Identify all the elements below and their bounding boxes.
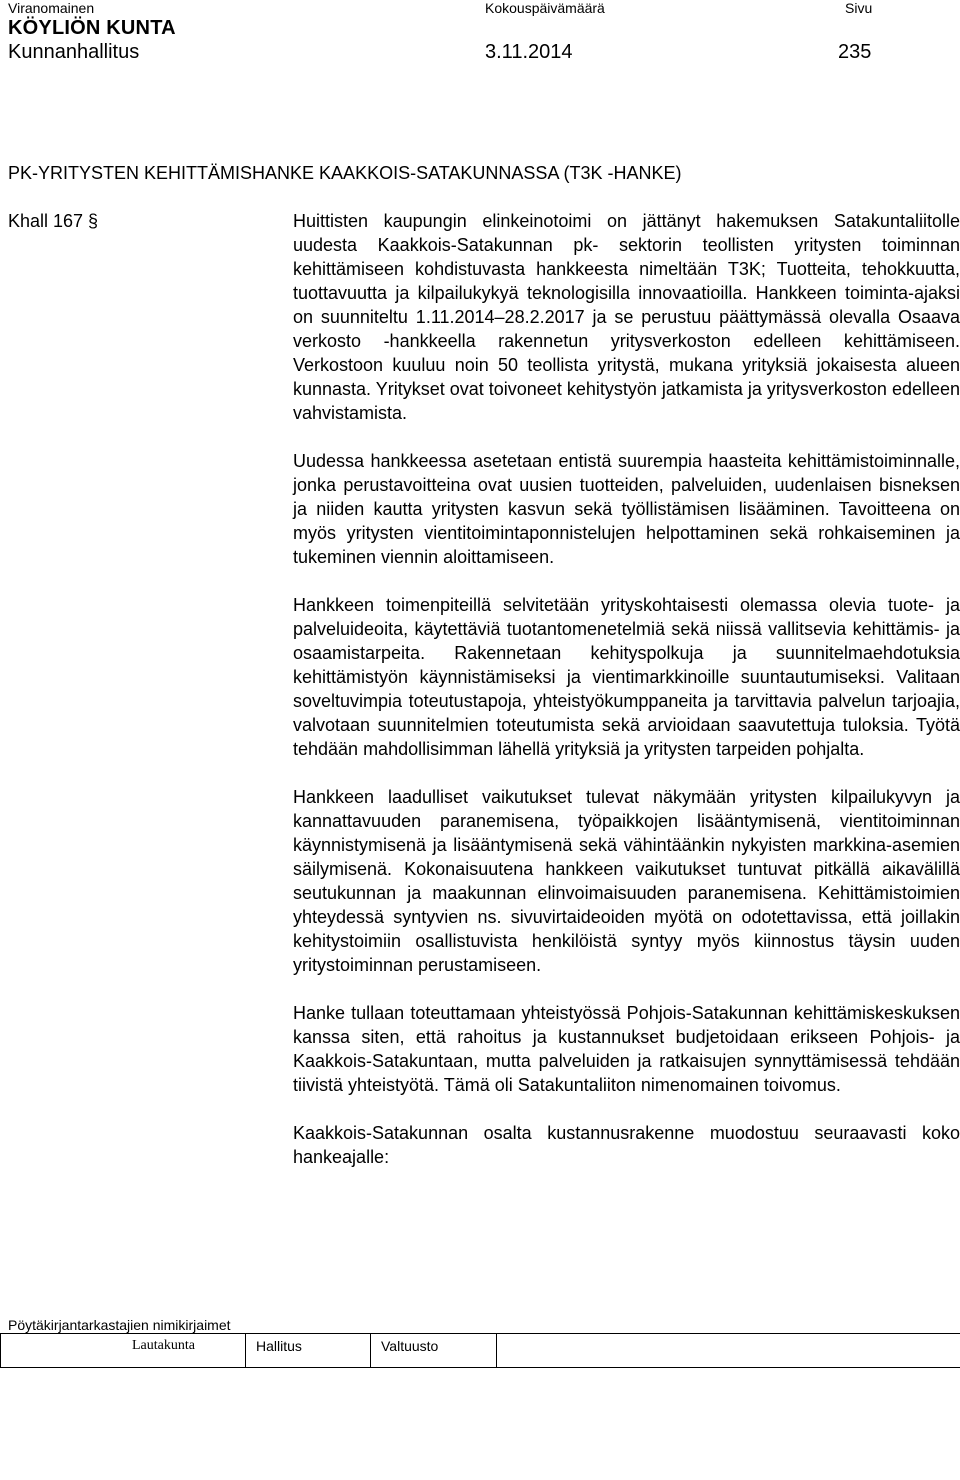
authority-label: Viranomainen bbox=[8, 0, 95, 16]
paragraph-6: Kaakkois-Satakunnan osalta kustannusrakenne muodostuu seuraavasti koko hankeajalle: bbox=[293, 1123, 960, 1167]
organization-name: KÖYLIÖN KUNTA bbox=[8, 17, 176, 39]
footer-divider bbox=[496, 1334, 497, 1368]
footer-top-rule bbox=[0, 1333, 960, 1334]
governing-body: Kunnanhallitus bbox=[8, 41, 140, 63]
meeting-date: 3.11.2014 bbox=[485, 41, 573, 63]
paragraph-5: Hanke tullaan toteuttamaan yhteistyössä Pohjois-Satakunnan kehittämiskeskuksen kanssa siten, että rahoitus ja kustannukset budjetoidaan erikseen Pohjois- ja Kaakkois-Satakuntaan, mutta palveluiden ja ratkaisujen synnyttämisessä tehdään tiivistä yhteistyötä. Tämä oli Satakuntaliiton nimenomainen toivomus. bbox=[293, 1003, 960, 1095]
paragraph-1: Huittisten kaupungin elinkeinotoimi on jättänyt hakemuksen Satakuntaliitolle uudesta Kaakkois-Satakunnan pk- sektorin teollisten yritysten toiminnan kehittämiseen kohdistuvasta hankkeesta nimeltään T3K; Tuotteita, tehokkuutta, tuottavuutta ja kilpailukykyä teknologisilla innovaatioilla. Hankkeen toiminta-ajaksi on suunniteltu 1.11.2014–28.2.2017 ja se perustuu päättymässä olevalla Osaava verkosto -hankkeella rakennetun yritysverkoston edelleen kehittämiseen. Verkostoon kuuluu noin 50 teollista yritystä, mukana yrityksiä jokaisesta alueen kunnasta. Yritykset ovat toivoneet kehitystyön jatkamista ja yritysverkoston edelleen vahvistamista. bbox=[293, 211, 960, 423]
footer-divider bbox=[370, 1334, 371, 1368]
initials-caption: Pöytäkirjantarkastajien nimikirjaimet bbox=[8, 1317, 231, 1333]
footer-divider bbox=[0, 1334, 1, 1368]
footer-bottom-rule bbox=[0, 1367, 960, 1368]
meeting-date-label: Kokouspäivämäärä bbox=[485, 0, 605, 16]
footer-col-hallitus: Hallitus bbox=[256, 1338, 302, 1354]
footer-col-lautakunta: Lautakunta bbox=[132, 1338, 195, 1353]
section-reference: Khall 167 § bbox=[8, 211, 99, 231]
page-number: 235 bbox=[838, 41, 872, 63]
page-label: Sivu bbox=[845, 0, 873, 16]
paragraph-3: Hankkeen toimenpiteillä selvitetään yrityskohtaisesti olemassa olevia tuote- ja palveluideoita, käytettäviä tuotantomenetelmiä sekä niissä vallitsevia kehittämis- ja osaamistarpeita. Rakennetaan kehityspolkuja ja suunnitelmaehdotuksia kehittämistyön käynnistämiseksi ja vientimarkkinoille suuntautumiseksi. Valitaan soveltuvimpia toteutustapoja, yhteistyökumppaneita ja tarvittavia palvelun tarjoajia, valvotaan suunnitelmien toteutumista sekä arvioidaan saavutettuja tuloksia. Työtä tehdään mahdollisimman lähellä yrityksiä ja yritysten tarpeiden pohjalta. bbox=[293, 595, 960, 759]
paragraph-2: Uudessa hankkeessa asetetaan entistä suurempia haasteita kehittämistoiminnalle, jonka perustavoitteina ovat uusien tuotteiden, palveluiden, uudenlaisen bisneksen ja niiden kautta yritysten kasvun sekä työllistämisen lisääminen. Tavoitteena on myös yritysten vientitoimintaponnistelujen helpottaminen sekä rohkaiseminen ja tukeminen viennin aloittamiseen. bbox=[293, 451, 960, 567]
footer-col-valtuusto: Valtuusto bbox=[381, 1338, 439, 1354]
paragraph-4: Hankkeen laadulliset vaikutukset tulevat näkymään yritysten kilpailukyvyn ja kannattavuuden paranemisena, työpaikkojen lisääntymisenä, vientitoiminnan käynnistymisenä ja lisääntymisenä sekä vähintäänkin nykyisten markkina-asemien säilymisenä. Kokonaisuutena hankkeen vaikutukset tuntuvat pitkällä aikavälillä seutukunnan ja maakunnan elinvoimaisuuden paranemisena. Kehittämistoimien yhteydessä syntyvien ns. sivuvirtaideoiden myötä on odotettavissa, että joillakin kehitystoimiin osallistuvista henkilöistä syntyy myös kiinnostus täysin uuden yritystoiminnan perustamiseen. bbox=[293, 787, 960, 975]
document-title: PK-YRITYSTEN KEHITTÄMISHANKE KAAKKOIS-SATAKUNNASSA (T3K -HANKE) bbox=[8, 163, 682, 183]
document-body bbox=[293, 209, 960, 1193]
footer-divider bbox=[245, 1334, 246, 1368]
